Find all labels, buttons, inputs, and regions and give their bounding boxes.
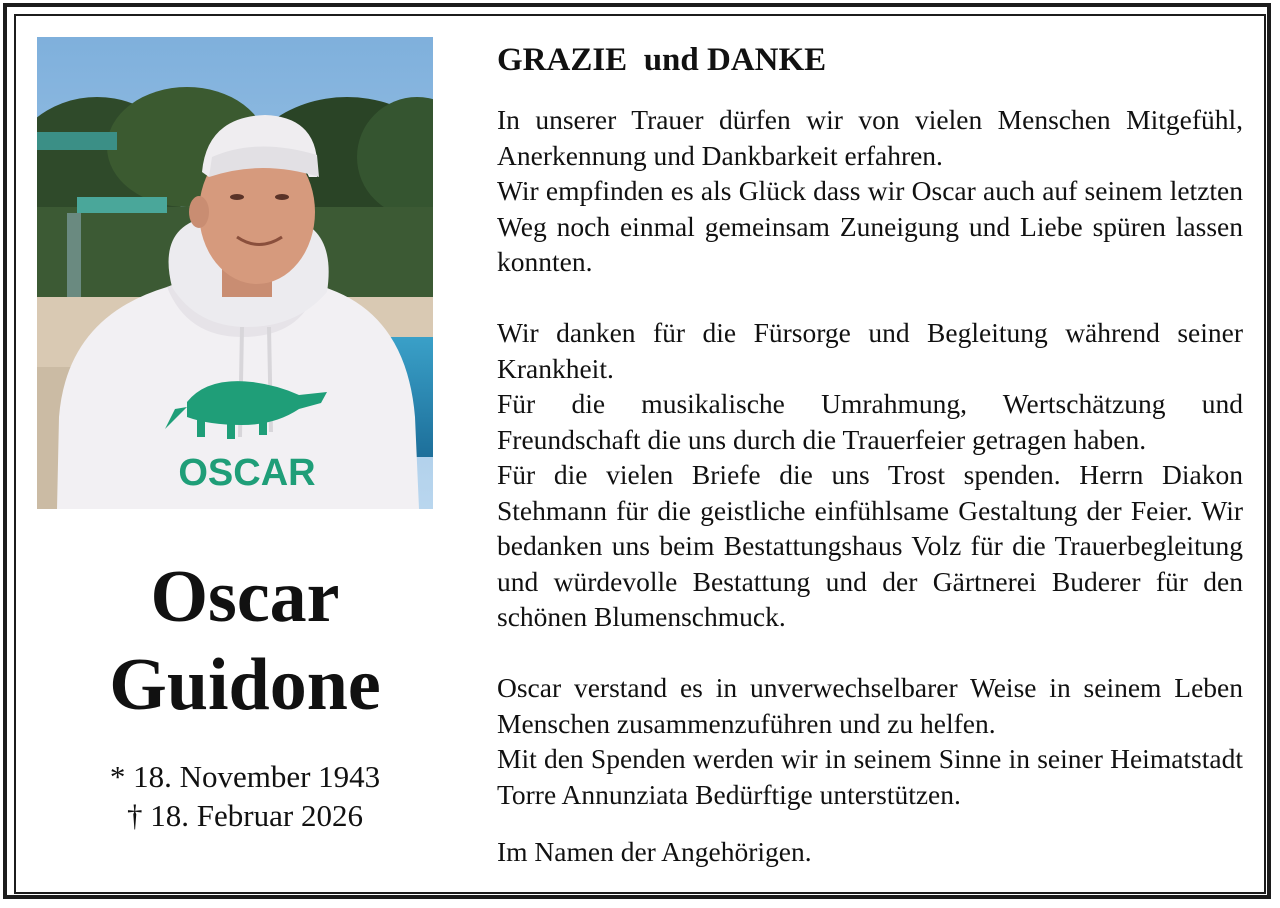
portrait-photo (37, 37, 433, 509)
paragraph: Mit den Spenden werden wir in seinem Sinne in seiner Heimatstadt Torre Annunziata Bedürftige unterstützen. (497, 743, 1243, 810)
paragraph: Für die musikalische Umrahmung, Wertschätzung und Freundschaft die uns durch die Trauerfeier getragen haben. (497, 388, 1243, 455)
thanks-text (497, 102, 1243, 870)
death-date: † 18. Februar 2026 (127, 798, 363, 833)
paragraph-gap (497, 812, 1243, 834)
paragraph: Für die vielen Briefe die uns Trost spenden. Herrn Diakon Stehmann für die geistliche einfühlsame Gestaltung der Feier. Wir bedanken uns beim Bestattungshaus Volz für die Trauerbegleitung und würdevolle Bestattung und der Gärtnerei Buderer für den schönen Blumenschmuck. (497, 459, 1243, 632)
paragraph: In unserer Trauer dürfen wir von vielen Menschen Mitgefühl, Anerkennung und Dankbarkeit erfahren. (497, 104, 1243, 171)
paragraph-gap (497, 635, 1243, 671)
closing-line: Im Namen der Angehörigen. (497, 836, 812, 867)
paragraph: Oscar verstand es in unverwechselbarer Weise in seinem Leben Menschen zusammenzuführen und zu helfen. (497, 672, 1243, 739)
birth-date: * 18. November 1943 (109, 759, 381, 794)
paragraph: Wir danken für die Fürsorge und Begleitung während seiner Krankheit. (497, 317, 1243, 384)
heading: GRAZIE und DANKE (497, 42, 827, 78)
shirt-logo-text: OSCAR (178, 452, 316, 494)
paragraph-gap (497, 280, 1243, 316)
last-name: Guidone (109, 644, 381, 726)
paragraph: Wir empfinden es als Glück dass wir Oscar auch auf seinem letzten Weg noch einmal gemeinsam Zuneigung und Liebe spüren lassen konnten. (497, 175, 1243, 277)
first-name: Oscar (150, 556, 340, 638)
